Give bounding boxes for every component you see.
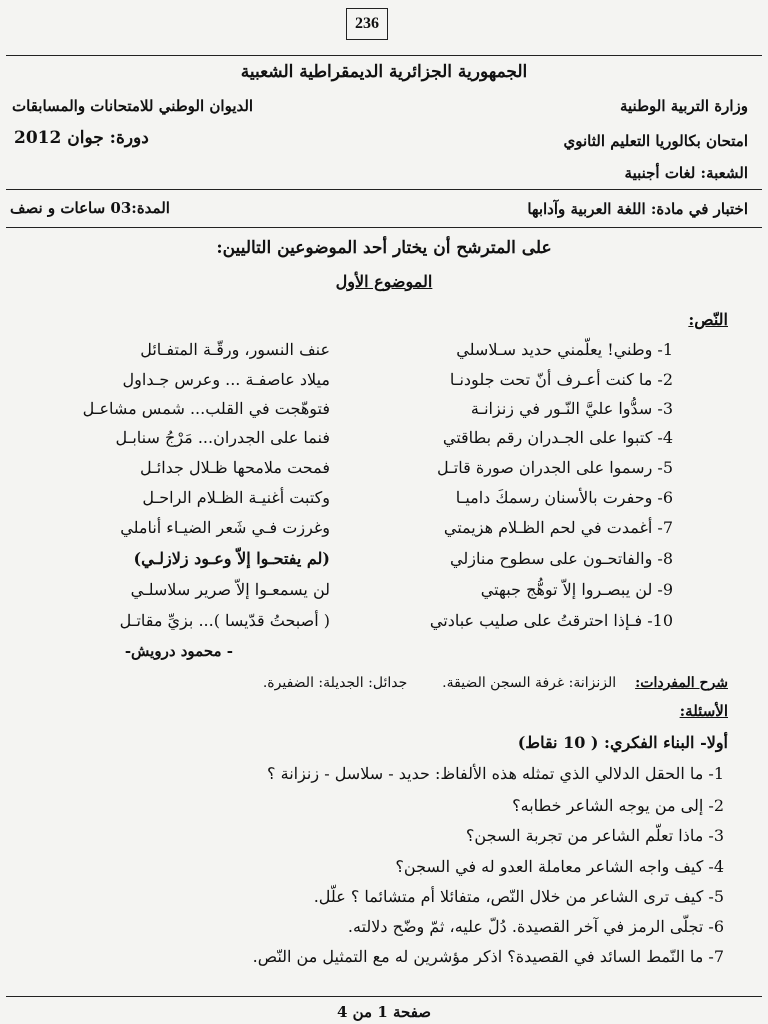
verse-7-first-half: 7- أغمدت في لحم الظـلام هزيمتي xyxy=(443,518,673,537)
question-3: 3- ماذا تعلّم الشاعر من تجربة السجن؟ xyxy=(465,826,724,845)
glossary-label: شرح المفردات: xyxy=(635,675,728,691)
verse-5-second-half: فمحت ملامحها ظـلال جدائـل xyxy=(139,458,330,477)
topic-title: الموضوع الأول xyxy=(335,272,433,291)
verse-3-first-half: 3- سدُّوا عليَّ النّـور في زنزانـة xyxy=(470,399,673,418)
verse-1-second-half: عنف النسور، ورقّـة المتفـائل xyxy=(140,340,330,359)
verse-2-first-half: 2- ما كنت أعـرف أنّ تحت جلودنـا xyxy=(449,370,673,389)
footer-divider xyxy=(6,996,762,997)
glossary-entry-jadail: جدائل: الجديلة: الضفيرة. xyxy=(262,675,408,691)
subject-label: اختبار في مادة: اللغة العربية وآدابها xyxy=(527,200,748,218)
poem-author: - محمود درويش- xyxy=(124,642,233,660)
question-4: 4- كيف واجه الشاعر معاملة العدو له في السجن؟ xyxy=(395,857,724,876)
exam-label: امتحان بكالوريا التعليم الثانوي xyxy=(563,132,748,150)
verse-6-first-half: 6- وحفرت بالأسنان رسمكَ داميـا xyxy=(455,488,673,507)
verse-8-second-half: (لم يفتحـوا إلاّ وعـود زلازلـي) xyxy=(133,549,330,568)
branch-label: الشعبة: لغات أجنبية xyxy=(624,164,748,182)
verse-8-first-half: 8- والفاتحـون على سطوح منازلي xyxy=(450,549,673,568)
verse-3-second-half: فتوهّجت في القلب... شمس مشاعـل xyxy=(82,399,330,418)
ministry-label: وزارة التربية الوطنية xyxy=(619,97,748,115)
verse-1-first-half: 1- وطني! يعلّمني حديد سـلاسلي xyxy=(456,340,673,359)
question-1: 1- ما الحقل الدلالي الذي تمثله هذه الألفاظ: حديد - سلاسل - زنزانة ؟ xyxy=(267,764,724,783)
top-divider xyxy=(6,55,762,56)
section-title: أولا- البناء الفكري: ( 10 نقاط) xyxy=(517,733,728,752)
verse-4-first-half: 4- كتبوا على الجـدران رقم بطاقتي xyxy=(442,428,673,447)
subject-divider xyxy=(6,227,762,228)
question-6: 6- تجلّى الرمز في آخر القصيدة. دُلّ عليه، ثمّ وضّح دلالته. xyxy=(347,917,724,936)
session-label: دورة: جوان 2012 xyxy=(14,128,149,148)
verse-7-second-half: وغرزت فـي شَعر الضيـاء أناملي xyxy=(120,518,330,537)
duration-label: المدة:03 ساعات و نصف xyxy=(10,199,170,217)
verse-2-second-half: ميلاد عاصفـة ... وعرس جـداول xyxy=(122,370,330,389)
page-footer: صفحة 1 من 4 xyxy=(336,1003,432,1021)
question-5: 5- كيف ترى الشاعر من خلال النّص، متفائلا أم متشائما ؟ علّل. xyxy=(313,887,724,906)
republic-title: الجمهورية الجزائرية الديمقراطية الشعبية xyxy=(240,62,528,82)
question-7: 7- ما النّمط السائد في القصيدة؟ اذكر مؤشرين له مع التمثيل من النّص. xyxy=(252,947,724,966)
page-number-box: 236 xyxy=(346,8,388,40)
verse-10-first-half: 10- فـإذا احترقتُ على صليب عبادتي xyxy=(429,611,673,630)
verse-4-second-half: فنما على الجدران... مَرْجُ سنابـل xyxy=(115,428,330,447)
glossary-entry-zinzana: الزنزانة: غرفة السجن الضيقة. xyxy=(442,675,617,691)
header-divider xyxy=(6,189,762,190)
instruction: على المترشح أن يختار أحد الموضوعين التاليين: xyxy=(216,238,552,258)
verse-5-first-half: 5- رسموا على الجدران صورة قاتـل xyxy=(436,458,673,477)
verse-9-first-half: 9- لن يبصـروا إلاّ توهُّج جبهتي xyxy=(480,580,673,599)
text-label: النّص: xyxy=(688,310,728,329)
question-2: 2- إلى من يوجه الشاعر خطابه؟ xyxy=(512,796,724,815)
verse-9-second-half: لن يسمعـوا إلاّ صرير سلاسلـي xyxy=(130,580,330,599)
glossary xyxy=(263,675,728,691)
office-label: الديوان الوطني للامتحانات والمسابقات xyxy=(12,97,254,115)
verse-6-second-half: وكتبت أغنيـة الظـلام الراحـل xyxy=(142,488,330,507)
questions-label: الأسئلة: xyxy=(679,702,728,720)
verse-10-second-half: ( أصبحتُ قدّيسا )... بزيِّ مقاتـل xyxy=(119,611,330,630)
